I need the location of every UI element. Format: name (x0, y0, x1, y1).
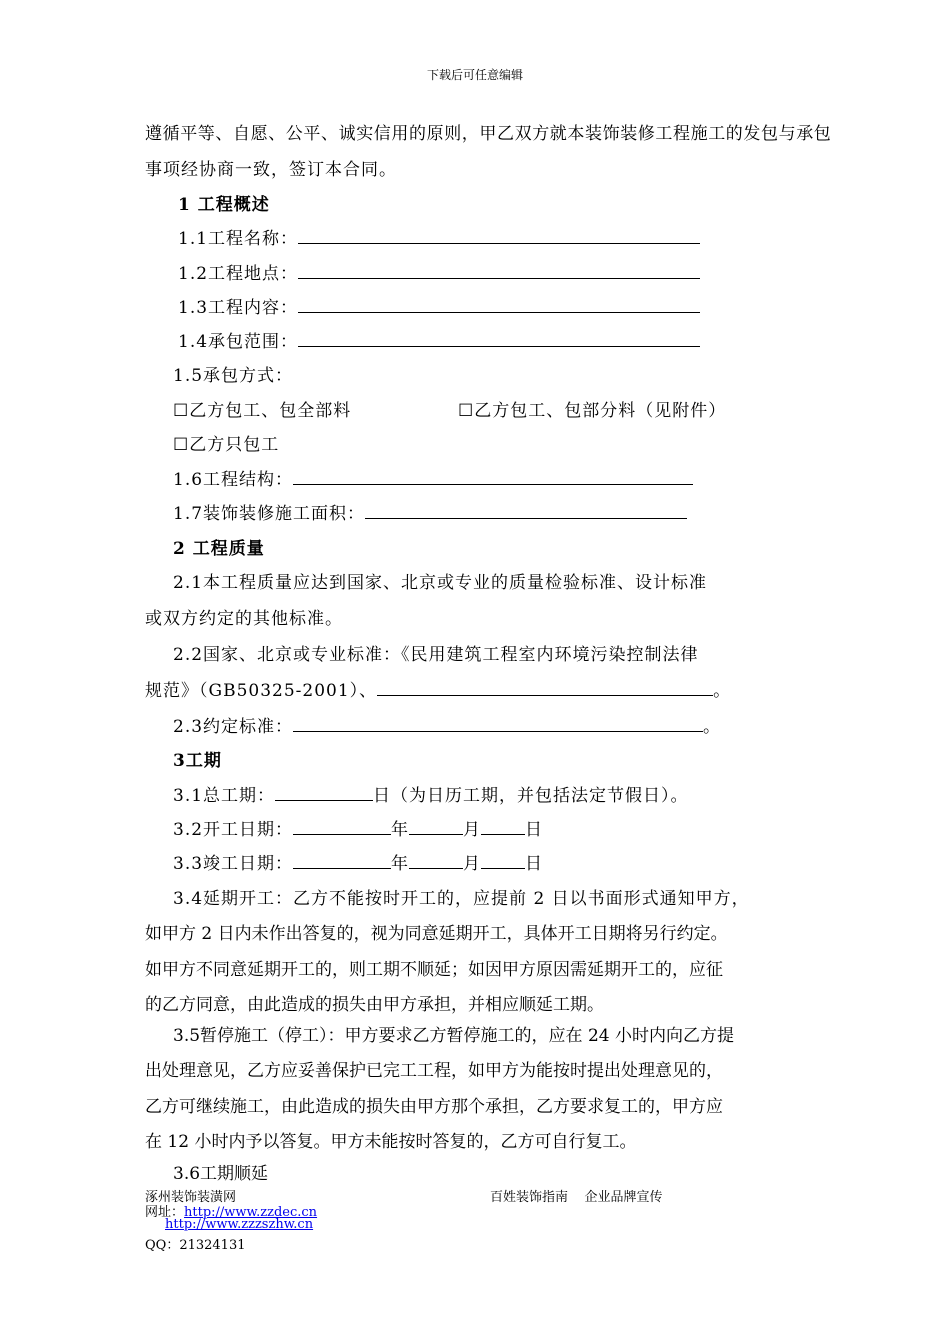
blank-line[interactable] (293, 468, 693, 485)
field-label: 1.2工程地点： (178, 264, 299, 284)
delay-3-4-line-2: 如甲方 2 日内未作出答复的，视为同意延期开工，具体开工日期将另行约定。 (145, 924, 728, 944)
field-label: 2.3约定标准： (173, 717, 294, 737)
field-project-location (178, 259, 700, 284)
period: 。 (713, 681, 732, 701)
blank-line[interactable] (377, 679, 713, 696)
blank-line[interactable] (293, 715, 703, 732)
option-partial-materials[interactable]: ☐乙方包工、包部分料（见附件） (458, 401, 727, 421)
field-project-content (178, 293, 700, 318)
footer-link-zzdec[interactable]: http://www.zzdec.cn (184, 1205, 318, 1220)
day-label: 日 (525, 854, 544, 874)
intro-line-2: 事项经协商一致，签订本合同。 (145, 160, 397, 180)
blank-year[interactable] (293, 852, 391, 869)
field-total-duration (173, 781, 689, 806)
blank-line[interactable] (365, 502, 687, 519)
suspend-3-5-line-4: 在 12 小时内予以答复。甲方未能按时答复的，乙方可自行复工。 (145, 1132, 637, 1152)
field-label: 1.6工程结构： (173, 470, 294, 490)
month-label: 月 (463, 854, 482, 874)
quality-2-2-line-1: 2.2国家、北京或专业标准：《民用建筑工程室内环境污染控制法律 (173, 645, 699, 665)
blank-day[interactable] (481, 852, 525, 869)
quality-2-3 (173, 712, 721, 737)
blank-line[interactable] (298, 227, 700, 244)
page-header: 下载后可任意编辑 (426, 68, 523, 82)
blank-month[interactable] (409, 818, 463, 835)
blank-line[interactable] (298, 296, 700, 313)
field-contract-scope (178, 327, 700, 352)
footer-slogan: 百姓装饰指南 企业品牌宣传 (490, 1190, 663, 1205)
field-contract-method: 1.5承包方式： (173, 366, 294, 386)
delay-3-4-line-3: 如甲方不同意延期开工的，则工期不顺延；如因甲方原因需延期开工的，应征 (145, 960, 723, 980)
year-label: 年 (391, 854, 410, 874)
footer-qq: QQ：21324131 (145, 1238, 246, 1253)
intro-line-1: 遵循平等、自愿、公平、诚实信用的原则，甲乙双方就本装饰装修工程施工的发包与承包 (145, 124, 832, 144)
suspend-3-5-line-3: 乙方可继续施工，由此造成的损失由甲方那个承担，乙方要求复工的，甲方应 (145, 1097, 723, 1117)
field-start-date (173, 815, 543, 840)
section-1-title: 1 工程概述 (178, 195, 270, 215)
extension-3-6: 3.6工期顺延 (173, 1164, 269, 1184)
field-label: 规范》（GB50325-2001）、 (145, 681, 378, 701)
month-label: 月 (463, 820, 482, 840)
field-label: 1.7装饰装修施工面积： (173, 504, 366, 524)
field-label: 3.3竣工日期： (173, 854, 294, 874)
period: 。 (703, 717, 722, 737)
blank-day[interactable] (481, 818, 525, 835)
section-3-title: 3工期 (173, 751, 222, 771)
blank-month[interactable] (409, 852, 463, 869)
field-project-structure (173, 465, 693, 490)
delay-3-4-line-1: 3.4延期开工：乙方不能按时开工的，应提前 2 日以书面形式通知甲方， (173, 889, 750, 909)
suspend-3-5-line-1: 3.5暂停施工（停工）：甲方要求乙方暂停施工的，应在 24 小时内向乙方提 (173, 1026, 734, 1046)
delay-3-4-line-4: 的乙方同意，由此造成的损失由甲方承担，并相应顺延工期。 (145, 995, 604, 1015)
quality-2-1-line-2: 或双方约定的其他标准。 (145, 609, 343, 629)
field-label: 1.1工程名称： (178, 229, 299, 249)
blank-year[interactable] (293, 818, 391, 835)
section-2-title: 2 工程质量 (173, 539, 265, 559)
blank-line[interactable] (298, 262, 700, 279)
field-label: 1.3工程内容： (178, 298, 299, 318)
field-completion-date (173, 849, 543, 874)
suspend-3-5-line-2: 出处理意见，乙方应妥善保护已完工工程，如甲方为能按时提出处理意见的， (145, 1061, 723, 1081)
footer-url-row-2 (165, 1217, 313, 1232)
field-suffix: 日（为日历工期，并包括法定节假日）。 (373, 786, 689, 806)
footer-url-label: 网址： (145, 1205, 185, 1220)
year-label: 年 (391, 820, 410, 840)
blank-line[interactable] (298, 330, 700, 347)
quality-2-1-line-1: 2.1本工程质量应达到国家、北京或专业的质量检验标准、设计标准 (173, 573, 708, 593)
field-label: 3.1总工期： (173, 786, 276, 806)
footer-site-name: 涿州装饰装潢网 (145, 1190, 237, 1205)
field-label: 3.2开工日期： (173, 820, 294, 840)
field-label: 1.4承包范围： (178, 332, 299, 352)
option-labor-only[interactable]: ☐乙方只包工 (173, 435, 280, 455)
day-label: 日 (525, 820, 544, 840)
blank-line[interactable] (275, 784, 373, 801)
field-construction-area (173, 499, 687, 524)
option-full-materials[interactable]: ☐乙方包工、包全部料 (173, 401, 352, 421)
quality-2-2-line-2 (145, 676, 731, 701)
footer-link-zzzszhw[interactable]: http://www.zzzszhw.cn (165, 1217, 314, 1232)
field-project-name (178, 224, 700, 249)
